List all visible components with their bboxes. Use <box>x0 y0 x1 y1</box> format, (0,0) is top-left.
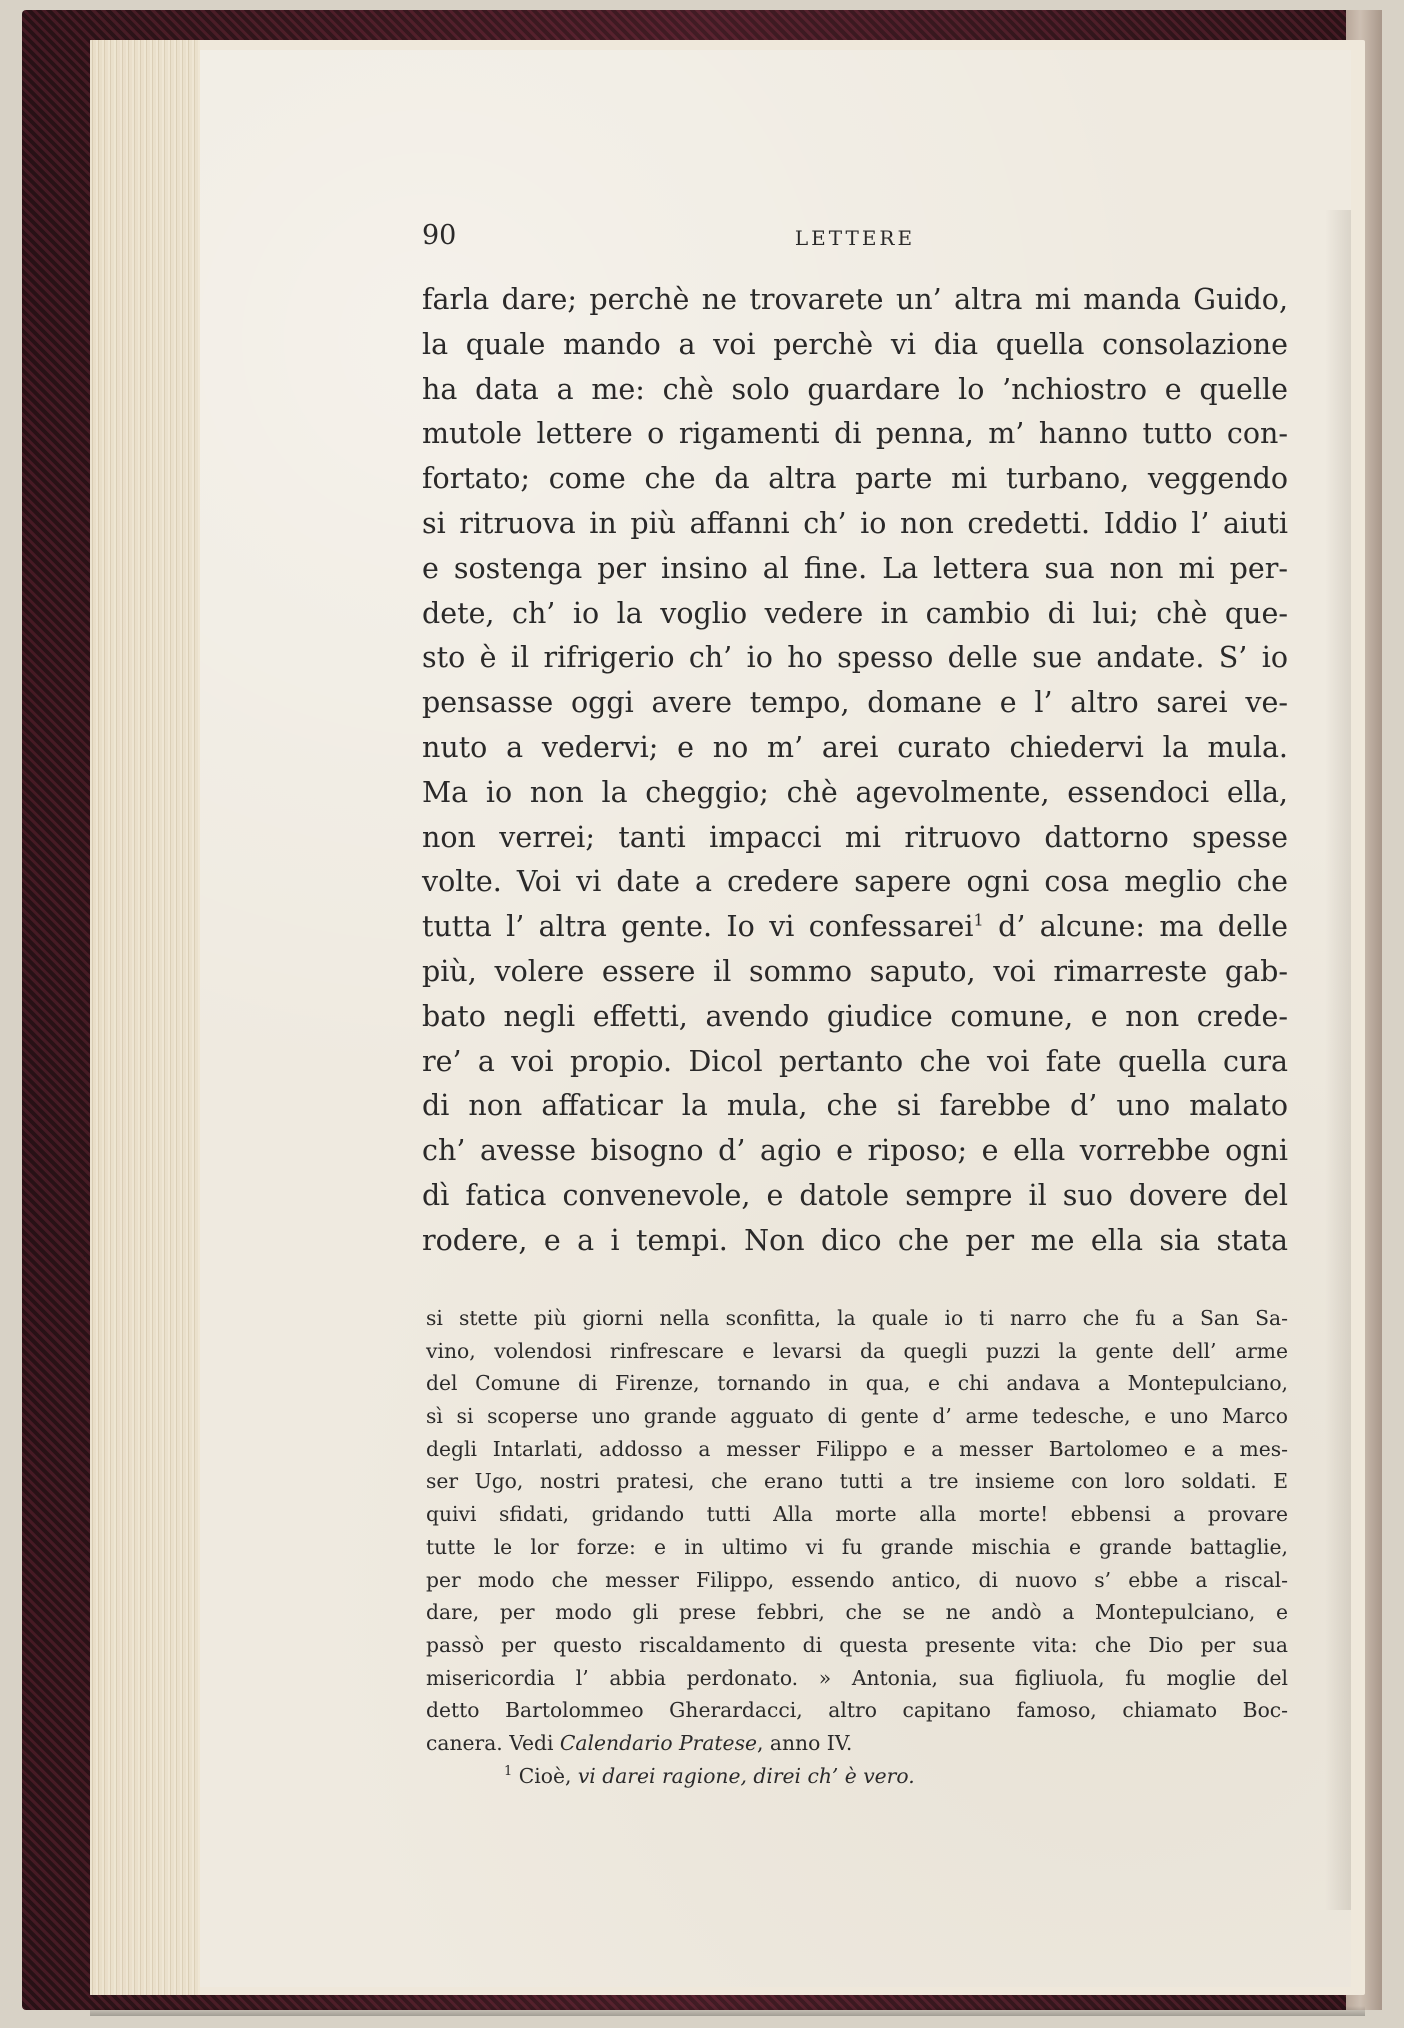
text-line: re’ a voi propio. Dicol pertanto che voi fate quella cura <box>422 1044 1288 1078</box>
running-head <box>422 220 1288 260</box>
note-line: del Comune di Firenze, tornando in qua, e chi andava a Montepulciano, <box>426 1371 1288 1396</box>
notes <box>426 1302 1288 1792</box>
text-line: la quale mando a voi perchè vi dia quella consolazione <box>422 327 1288 361</box>
text-line: si ritruova in più affanni ch’ io non credetti. Iddio l’ aiuti <box>422 506 1288 540</box>
note-line: tutte le lor forze: e in ultimo vi fu grande mischia e grande battaglie, <box>426 1534 1288 1559</box>
note-line: dare, per modo gli prese febbri, che se ne andò a Montepulciano, e <box>426 1600 1288 1625</box>
note-line: per modo che messer Filippo, essendo antico, di nuovo s’ ebbe a riscal- <box>426 1567 1288 1592</box>
note-line: misericordia l’ abbia perdonato. » Antonia, sua figliuola, fu moglie del <box>426 1665 1288 1690</box>
text-line: dete, ch’ io la voglio vedere in cambio di lui; chè que- <box>422 596 1288 630</box>
note-line: passò per questo riscaldamento di questa presente vita: che Dio per sua <box>426 1632 1288 1657</box>
note-line: sì si scoperse uno grande agguato di gente d’ arme tedesche, e uno Marco <box>426 1404 1288 1429</box>
bottom-shadow <box>90 2006 1365 2016</box>
note-title-italic: Calendario Pratese <box>559 1730 757 1755</box>
note-line-last <box>426 1727 1288 1760</box>
footnote-italic: vi darei ragione, direi ch’ è vero. <box>577 1763 915 1788</box>
page-gutter-shadow <box>1325 210 1351 1910</box>
note-line: quivi sfidati, gridando tutti Alla morte alla morte! ebbensi a provare <box>426 1502 1288 1527</box>
footnote-fragment: Cioè, <box>512 1763 578 1788</box>
running-title: LETTERE <box>794 226 916 250</box>
page-edges <box>90 40 200 1995</box>
text-line: Ma io non la cheggio; chè agevolmente, essendoci ella, <box>422 775 1288 809</box>
text-line: rodere, e a i tempi. Non dico che per me ella sia stata <box>422 1223 1288 1257</box>
text-line: mutole lettere o rigamenti di penna, m’ hanno tutto con- <box>422 417 1288 451</box>
text-line: nuto a vedervi; e no m’ arei curato chiedervi la mula. <box>422 730 1288 764</box>
main-text <box>422 278 1288 1264</box>
note-fragment: , anno IV. <box>756 1730 853 1755</box>
text-line: dì fatica convenevole, e datole sempre il suo dovere del <box>422 1178 1288 1212</box>
page-number: 90 <box>422 220 457 251</box>
footnote <box>426 1760 1288 1792</box>
text-line: bato negli effetti, avendo giudice comune, e non crede- <box>422 999 1288 1033</box>
text-line: pensasse oggi avere tempo, domane e l’ altro sarei ve- <box>422 686 1288 720</box>
note-line: detto Bartolommeo Gherardacci, altro capitano famoso, chiamato Boc- <box>426 1698 1288 1723</box>
text-line: di non affaticar la mula, che si farebbe d’ uno malato <box>422 1089 1288 1123</box>
note-line: ser Ugo, nostri pratesi, che erano tutti a tre insieme con loro soldati. E <box>426 1469 1288 1494</box>
text-line: ha data a me: chè solo guardare lo ’nchiostro e quelle <box>422 372 1288 406</box>
text-line: ch’ avesse bisogno d’ agio e riposo; e ella vorrebbe ogni <box>422 1134 1288 1168</box>
text-fragment: d’ alcune: ma delle <box>983 910 1288 944</box>
text-fragment: tutta l’ altra gente. Io vi confessarei <box>422 910 974 944</box>
note-line: vino, volendosi rinfrescare e levarsi da quegli puzzi la gente dell’ arme <box>426 1338 1288 1363</box>
text-line: farla dare; perchè ne trovarete un’ altra mi manda Guido, <box>422 283 1288 316</box>
text-line: fortato; come che da altra parte mi turbano, veggendo <box>422 462 1288 496</box>
footnote-mark: 1 <box>504 1763 513 1779</box>
text-line: volte. Voi vi date a credere sapere ogni cosa meglio che <box>422 865 1288 899</box>
note-fragment: canera. Vedi <box>426 1730 560 1755</box>
text-line: non verrei; tanti impacci mi ritruovo dattorno spesse <box>422 820 1288 854</box>
text-line-with-footnote <box>422 905 1288 950</box>
text-line: sto è il rifrigerio ch’ io ho spesso delle sue andate. S’ io <box>422 641 1288 675</box>
note-line: degli Intarlati, addosso a messer Filippo e a messer Bartolomeo e a mes- <box>426 1436 1288 1461</box>
note-line: si stette più giorni nella sconfitta, la quale io ti narro che fu a San Sa- <box>426 1306 1288 1330</box>
footnote-reference: 1 <box>973 910 984 930</box>
text-line: e sostenga per insino al fine. La lettera sua non mi per- <box>422 551 1288 585</box>
text-line: più, volere essere il sommo saputo, voi rimarreste gab- <box>422 954 1288 988</box>
